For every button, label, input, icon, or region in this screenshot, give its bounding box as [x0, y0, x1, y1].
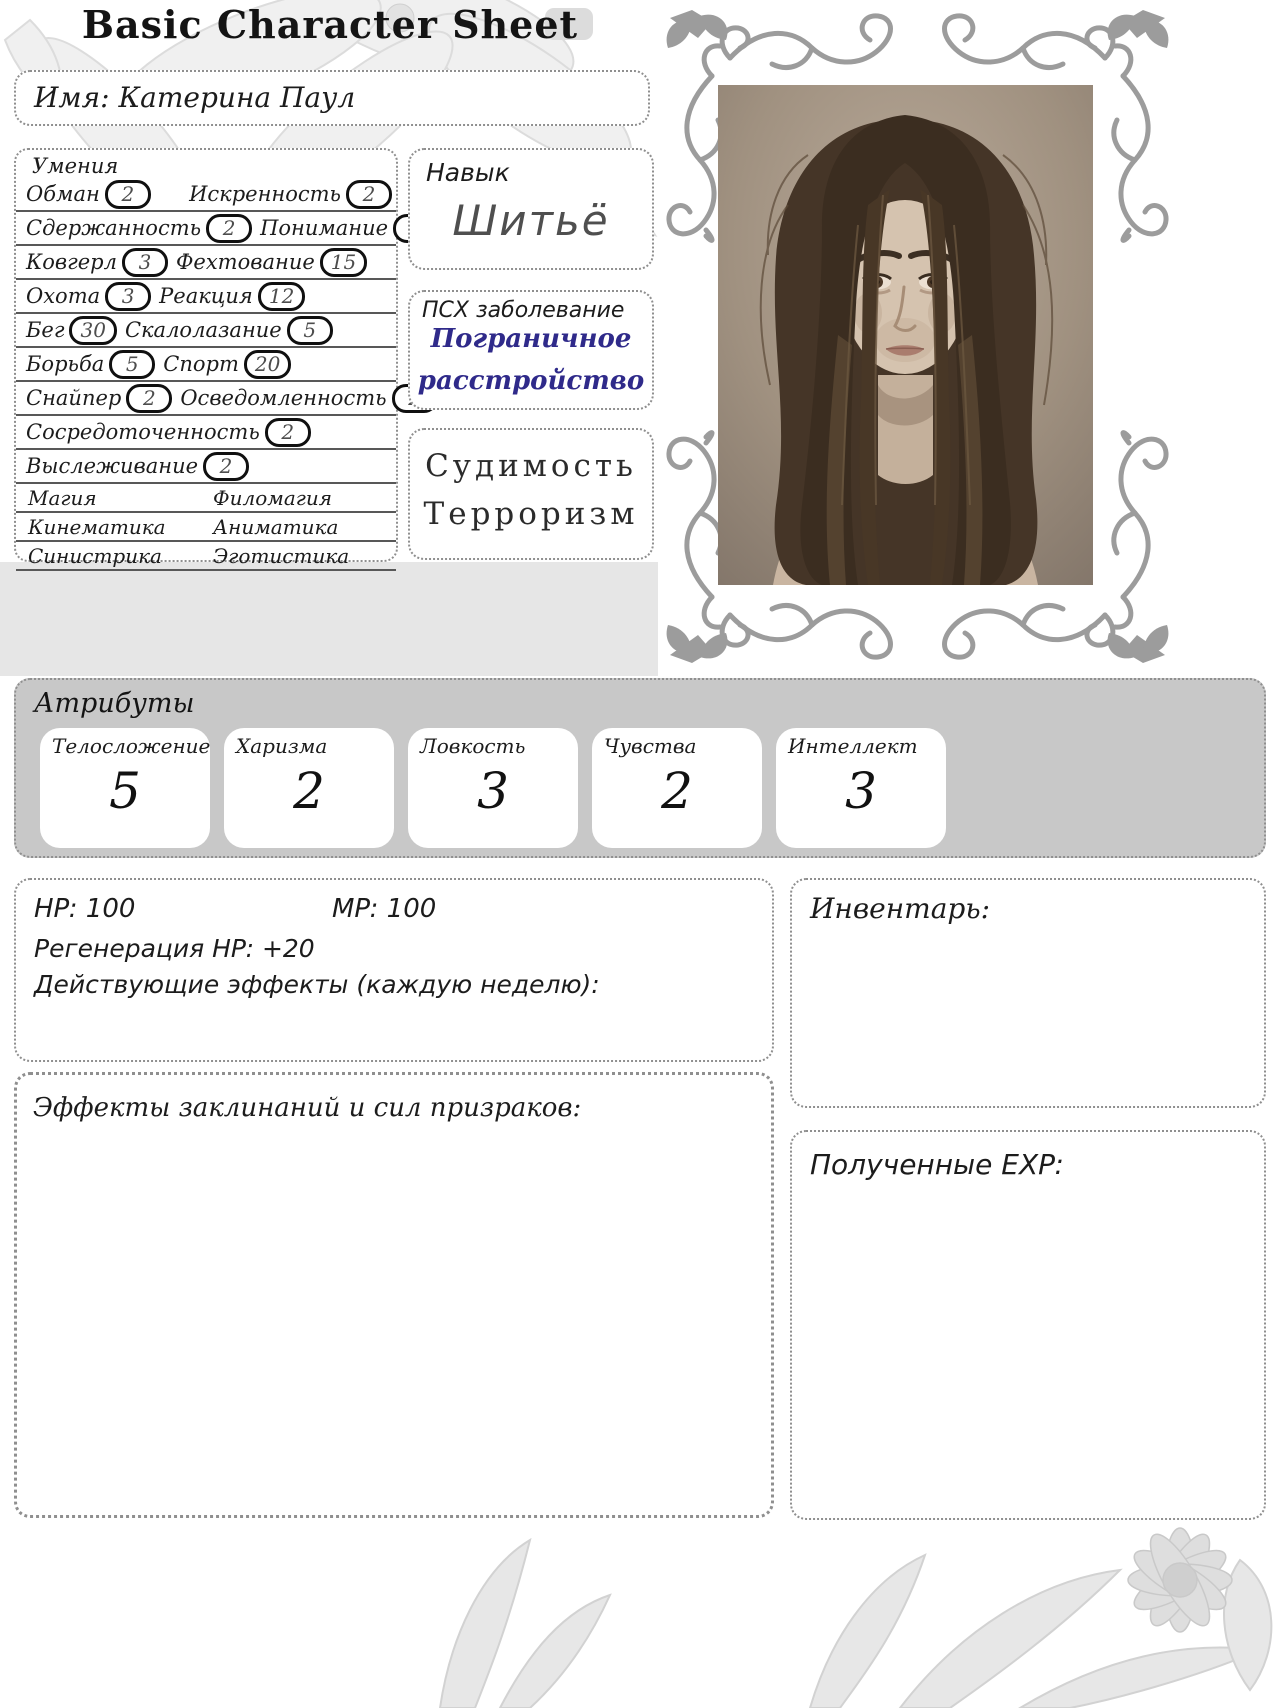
- skill-value-field[interactable]: 20: [244, 350, 291, 379]
- skill-value-field[interactable]: 5: [287, 316, 333, 345]
- spell-effects-label: Эффекты заклинаний и сил призраков:: [33, 1093, 582, 1123]
- hp-value: HP: 100: [34, 894, 136, 924]
- skill-name: Спорт: [163, 352, 239, 376]
- hp-regen-value: Регенерация HP: +20: [34, 934, 315, 963]
- skill-name: Обман: [26, 182, 100, 206]
- magic-skill-name: Магия: [28, 485, 97, 510]
- attribute-label: Телосложение: [52, 734, 211, 758]
- skill-value-field[interactable]: 2: [126, 384, 172, 413]
- name-field-text: Имя: Катерина Паул: [34, 81, 356, 114]
- skill-value-field[interactable]: 2: [105, 180, 151, 209]
- skill-name: Скалолазание: [124, 318, 282, 342]
- attributes-panel: [14, 678, 1266, 858]
- conviction-panel: [408, 428, 654, 560]
- attribute-card-charisma: [224, 728, 394, 848]
- spell-effects-panel[interactable]: [14, 1072, 774, 1518]
- attribute-value-field[interactable]: 2: [293, 762, 325, 820]
- skill-name: Снайпер: [26, 386, 122, 410]
- skill-name: Осведомленность: [180, 386, 387, 410]
- attribute-card-dexterity: [408, 728, 578, 848]
- skill-name: Фехтование: [175, 250, 315, 274]
- exp-panel[interactable]: [790, 1130, 1266, 1520]
- attribute-card-senses: [592, 728, 762, 848]
- skill-value-field[interactable]: 15: [320, 248, 367, 277]
- magic-skill-row: [16, 513, 396, 542]
- talent-panel: [408, 148, 654, 270]
- skill-value-field[interactable]: 12: [258, 282, 305, 311]
- character-portrait: [718, 85, 1093, 585]
- mp-value: MP: 100: [332, 894, 437, 924]
- attribute-card-intellect: [776, 728, 946, 848]
- psych-illness-value-line2[interactable]: расстройство: [417, 366, 645, 396]
- skill-name: Ковгерл: [26, 250, 117, 274]
- skill-row: [16, 314, 396, 348]
- magic-skill-name: Аниматика: [213, 514, 339, 539]
- inventory-panel[interactable]: [790, 878, 1266, 1108]
- skill-name: Выслеживание: [26, 454, 199, 478]
- skill-name: Реакция: [159, 284, 253, 308]
- attribute-label: Чувства: [604, 734, 697, 758]
- skill-value-field[interactable]: 2: [203, 452, 249, 481]
- skill-name: Бег: [26, 318, 65, 342]
- attribute-label: Ловкость: [420, 734, 526, 758]
- magic-skill-name: Эготистика: [213, 543, 350, 568]
- weekly-effects-label: Действующие эффекты (каждую неделю):: [34, 970, 600, 999]
- exp-label: Полученные EXP:: [810, 1148, 1064, 1181]
- skill-row: [16, 382, 396, 416]
- magic-skill-name: Филомагия: [213, 485, 332, 510]
- magic-skill-name: Кинематика: [28, 514, 166, 539]
- skill-value-field[interactable]: 5: [109, 350, 155, 379]
- conviction-label: Судимость: [425, 448, 637, 484]
- skill-value-field[interactable]: 2: [265, 418, 311, 447]
- skill-row: [16, 178, 396, 212]
- attribute-value-field[interactable]: 2: [661, 762, 693, 820]
- skill-row: [16, 212, 396, 246]
- attribute-card-body: [40, 728, 210, 848]
- skill-name: Искренность: [189, 182, 341, 206]
- attribute-label: Харизма: [236, 734, 328, 758]
- psych-illness-value-line1[interactable]: Пограничное: [430, 324, 632, 354]
- talent-label: Навык: [426, 158, 510, 187]
- name-field[interactable]: [14, 70, 650, 126]
- stats-panel[interactable]: [14, 878, 774, 1062]
- background-gray-band: [0, 562, 658, 676]
- skill-value-field[interactable]: 30: [69, 316, 116, 345]
- skill-row: [16, 450, 396, 484]
- skill-row: [16, 280, 396, 314]
- skill-name: Сосредоточенность: [26, 420, 260, 444]
- magic-skill-row: [16, 484, 396, 513]
- skills-header: Умения: [32, 154, 119, 178]
- skill-row: [16, 348, 396, 382]
- psych-illness-label: ПСХ заболевание: [422, 298, 625, 323]
- skill-value-field[interactable]: 3: [122, 248, 168, 277]
- talent-value-field[interactable]: Шитьё: [452, 196, 610, 245]
- inventory-label: Инвентарь:: [810, 892, 991, 925]
- skill-name: Сдержанность: [26, 216, 202, 240]
- skills-panel: [14, 148, 398, 568]
- skill-value-field[interactable]: 2: [346, 180, 392, 209]
- page-title: Basic Character Sheet: [81, 2, 579, 47]
- skill-value-field[interactable]: 2: [206, 214, 252, 243]
- skill-row: [16, 416, 396, 450]
- skill-name: Охота: [26, 284, 101, 308]
- skill-name: Борьба: [26, 352, 105, 376]
- skill-name: Понимание: [260, 216, 389, 240]
- attribute-value-field[interactable]: 3: [477, 762, 509, 820]
- psych-illness-panel: [408, 290, 654, 410]
- attribute-label: Интеллект: [788, 734, 918, 758]
- attribute-value-field[interactable]: 3: [845, 762, 877, 820]
- magic-skill-row: [16, 542, 396, 571]
- attributes-header: Атрибуты: [34, 688, 195, 719]
- conviction-value[interactable]: Терроризм: [423, 496, 639, 532]
- magic-skill-name: Синистрика: [28, 543, 162, 568]
- skill-value-field[interactable]: 3: [105, 282, 151, 311]
- attribute-value-field[interactable]: 5: [109, 762, 141, 820]
- skill-row: [16, 246, 396, 280]
